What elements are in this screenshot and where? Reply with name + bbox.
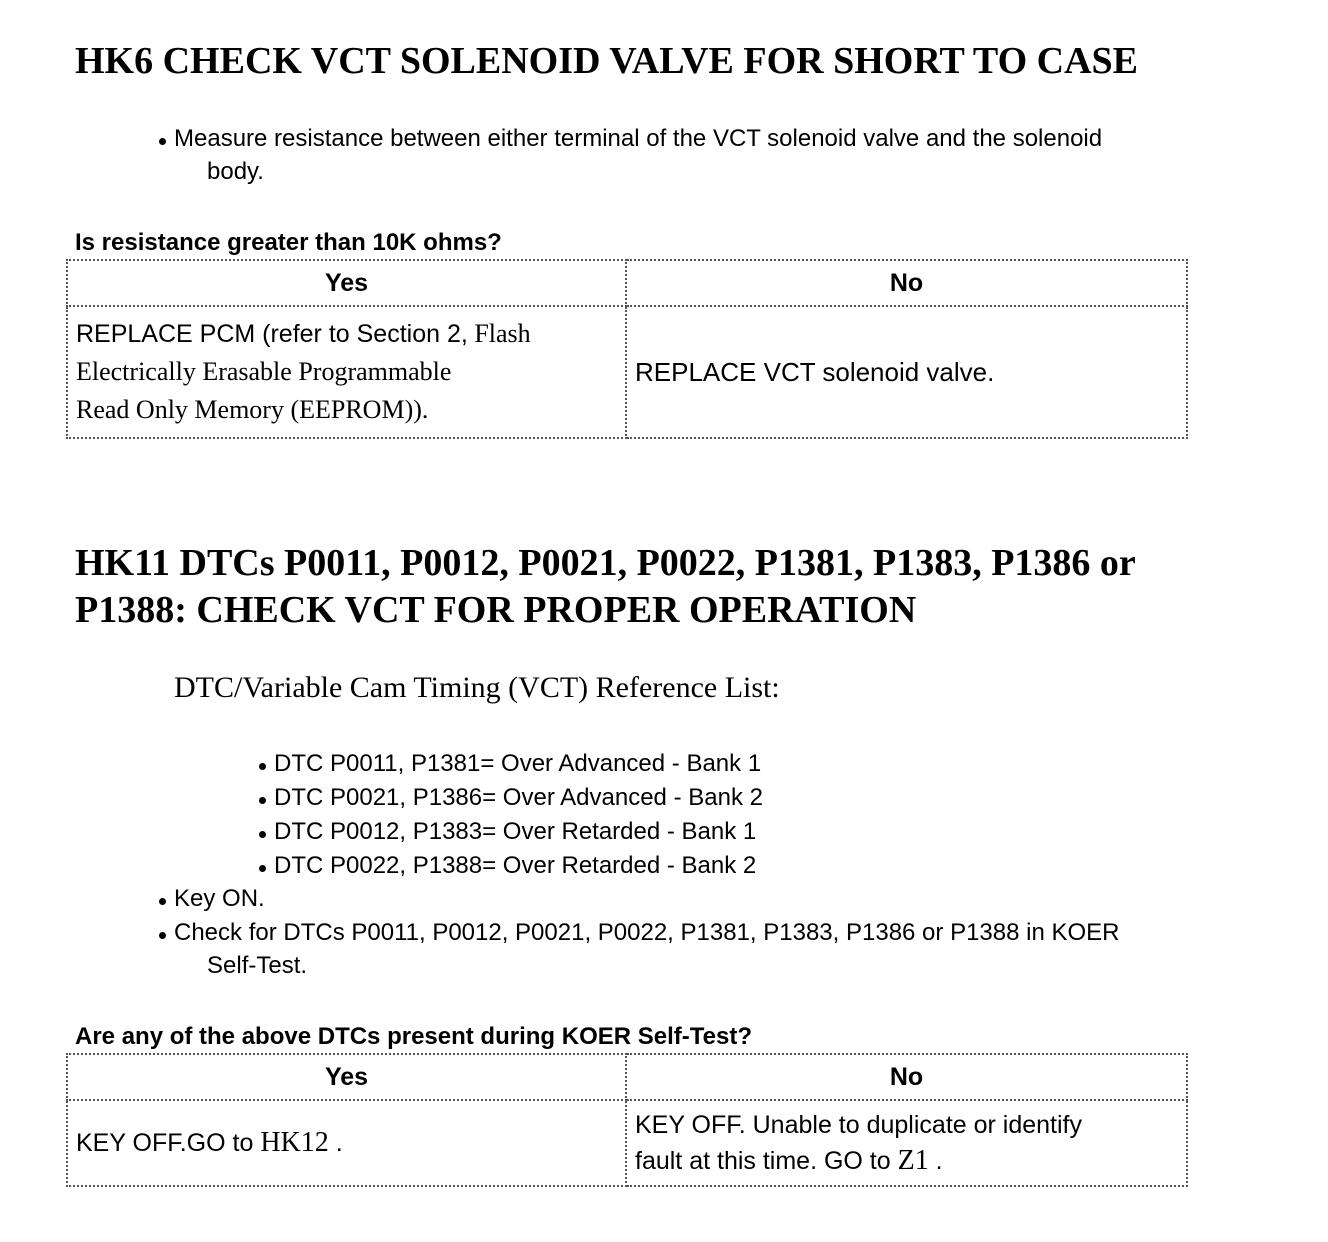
bullet-text-continuation: body. <box>207 158 264 185</box>
no-header: No <box>626 260 1187 306</box>
bullet-key-on: Key ON. <box>174 885 265 912</box>
bullet-dot <box>159 138 166 145</box>
section-heading-hk11: HK11 DTCs P0011, P0012, P0021, P0022, P1381, P1383, P1386 or P1388: CHECK VCT FOR PROPER OPERATION <box>75 542 1136 631</box>
yes-cell: REPLACE PCM (refer to Section 2, Flash Electrically Erasable Programmable Read Only Memory (EEPROM)). <box>67 306 626 438</box>
reference-item: DTC P0022, P1388= Over Retarded - Bank 2 <box>274 852 757 879</box>
decision-table-hk6 <box>66 259 1188 439</box>
eeprom-link[interactable]: Read Only Memory (EEPROM) <box>76 395 414 424</box>
bullet-dot <box>259 797 266 804</box>
bullet-dot <box>159 898 166 905</box>
yes-cell: KEY OFF.GO to HK12 . <box>67 1100 626 1186</box>
z1-link[interactable]: Z1 <box>897 1145 929 1176</box>
yes-header: Yes <box>67 260 626 306</box>
no-header: No <box>626 1054 1187 1100</box>
no-cell: KEY OFF. Unable to duplicate or identify fault at this time. GO to Z1 . <box>626 1100 1187 1186</box>
reference-item: DTC P0021, P1386= Over Advanced - Bank 2 <box>274 784 763 811</box>
bullet-dot <box>259 763 266 770</box>
reference-list-title: DTC/Variable Cam Timing (VCT) Reference List: <box>174 671 780 704</box>
bullet-check-dtcs-continuation: Self-Test. <box>207 952 308 979</box>
no-cell: REPLACE VCT solenoid valve. <box>626 306 1187 438</box>
bullet-text: Measure resistance between either terminal of the VCT solenoid valve and the solenoid <box>174 125 1103 152</box>
question-resistance: Is resistance greater than 10K ohms? <box>75 229 502 256</box>
bullet-dot <box>259 865 266 872</box>
bullet-dot <box>159 932 166 939</box>
bullet-dot <box>259 831 266 838</box>
hk12-link[interactable]: HK12 <box>260 1127 329 1158</box>
question-dtcs-present: Are any of the above DTCs present during KOER Self-Test? <box>75 1023 752 1050</box>
section-heading-hk6: HK6 CHECK VCT SOLENOID VALVE FOR SHORT TO CASE <box>75 40 1138 82</box>
reference-item: DTC P0012, P1383= Over Retarded - Bank 1 <box>274 818 757 845</box>
reference-item: DTC P0011, P1381= Over Advanced - Bank 1 <box>274 750 762 777</box>
bullet-check-dtcs: Check for DTCs P0011, P0012, P0021, P0022, P1381, P1383, P1386 or P1388 in KOER <box>174 919 1120 946</box>
decision-table-hk11 <box>66 1053 1188 1187</box>
yes-header: Yes <box>67 1054 626 1100</box>
